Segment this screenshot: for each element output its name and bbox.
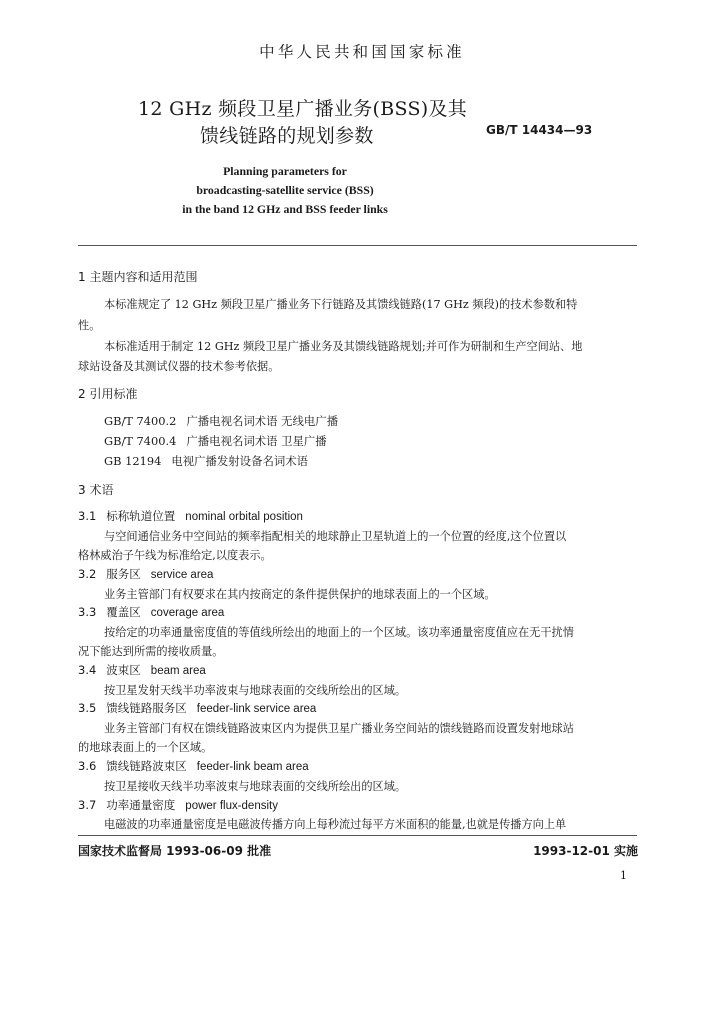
reference-item [104,453,308,469]
reference-code: GB/T 7400.2 [104,414,177,428]
term-heading [78,604,224,620]
term-en: beam area [150,665,206,677]
effective-date: 1993-12-01 实施 [533,844,638,858]
term-heading [78,662,206,678]
term-en: coverage area [150,607,225,619]
term-definition-line2: 况下能达到所需的接收质量。 [78,645,224,658]
term-number: 3.4 [78,663,97,677]
term-number: 3.7 [78,798,97,812]
reference-code: GB 12194 [104,454,162,468]
term-definition-line2: 的地球表面上的一个区域。 [78,741,213,754]
term-number: 3.5 [78,701,97,715]
reference-item [104,413,338,429]
title-cn-line2: 馈线链路的规划参数 [200,125,374,147]
term-cn: 波束区 [106,663,141,677]
header-rule [78,245,637,246]
section-3-heading: 3 术语 [78,483,114,497]
s1-paragraph2-line1: 本标准适用于制定 12 GHz 频段卫星广播业务及其馈线链路规划;并可作为研制和生产空间站、地 [104,340,583,353]
standard-number: GB/T 14434—93 [486,123,593,137]
term-heading [78,797,278,813]
term-en: power flux-density [185,800,278,812]
term-definition-line1: 与空间通信业务中空间站的频率指配相关的地球静止卫星轨道上的一个位置的经度,这个位置以 [104,530,567,543]
title-cn-line1: 12 GHz 频段卫星广播业务(BSS)及其 [138,98,468,120]
term-definition-line1: 按卫星接收天线半功率波束与地球表面的交线所绘出的区域。 [104,780,407,793]
term-number: 3.1 [78,509,97,523]
term-definition-line1: 业务主管部门有权要求在其内按商定的条件提供保护的地球表面上的一个区域。 [104,588,496,601]
s1-paragraph1-line2: 性。 [78,319,101,332]
term-en: feeder-link beam area [196,761,309,773]
reference-title: 广播电视名词术语 无线电广播 [186,414,339,428]
term-definition-line2: 格林威治子午线为标准给定,以度表示。 [78,549,272,562]
term-heading [78,700,316,716]
term-cn: 馈线链路服务区 [106,701,187,715]
page-number: 1 [620,869,627,882]
reference-item [104,433,327,449]
term-number: 3.2 [78,567,97,581]
term-definition-line1: 按给定的功率通量密度值的等值线所绘出的地面上的一个区域。该功率通量密度值应在无干扰情 [104,626,574,639]
term-cn: 馈线链路波束区 [106,759,187,773]
reference-code: GB/T 7400.4 [104,434,177,448]
term-en: feeder-link service area [196,703,317,715]
term-number: 3.3 [78,605,97,619]
footer-rule [78,835,637,836]
reference-title: 广播电视名词术语 卫星广播 [186,434,327,448]
term-heading [78,566,213,582]
term-cn: 功率通量密度 [106,798,176,812]
term-heading [78,508,303,524]
reference-title: 电视广播发射设备名词术语 [171,454,309,468]
term-definition-line1: 业务主管部门有权在馈线链路波束区内为提供卫星广播业务空间站的馈线链路而设置发射地球站 [104,722,574,735]
term-en: nominal orbital position [185,511,303,523]
section-2-heading: 2 引用标准 [78,387,138,401]
term-en: service area [150,569,214,581]
title-en-line3: in the band 12 GHz and BSS feeder links [182,202,388,216]
term-definition-line1: 电磁波的功率通量密度是电磁波传播方向上每秒流过每平方米面积的能量,也就是传播方向上单 [104,818,567,831]
national-standard-heading: 中华人民共和国国家标准 [259,43,465,61]
term-cn: 标称轨道位置 [106,509,176,523]
term-cn: 服务区 [106,567,141,581]
term-definition-line1: 按卫星发射天线半功率波束与地球表面的交线所绘出的区域。 [104,684,407,697]
term-heading [78,758,309,774]
section-1-heading: 1 主题内容和适用范围 [78,270,198,284]
approval-date: 国家技术监督局 1993-06-09 批准 [78,844,272,858]
s1-paragraph2-line2: 球站设备及其测试仪器的技术参考依据。 [78,360,280,373]
term-number: 3.6 [78,759,97,773]
term-cn: 覆盖区 [106,605,141,619]
title-en-line1: Planning parameters for [223,164,347,178]
title-en-line2: broadcasting-satellite service (BSS) [196,183,374,197]
s1-paragraph1-line1: 本标准规定了 12 GHz 频段卫星广播业务下行链路及其馈线链路(17 GHz 频段)的技术参数和特 [104,298,578,311]
